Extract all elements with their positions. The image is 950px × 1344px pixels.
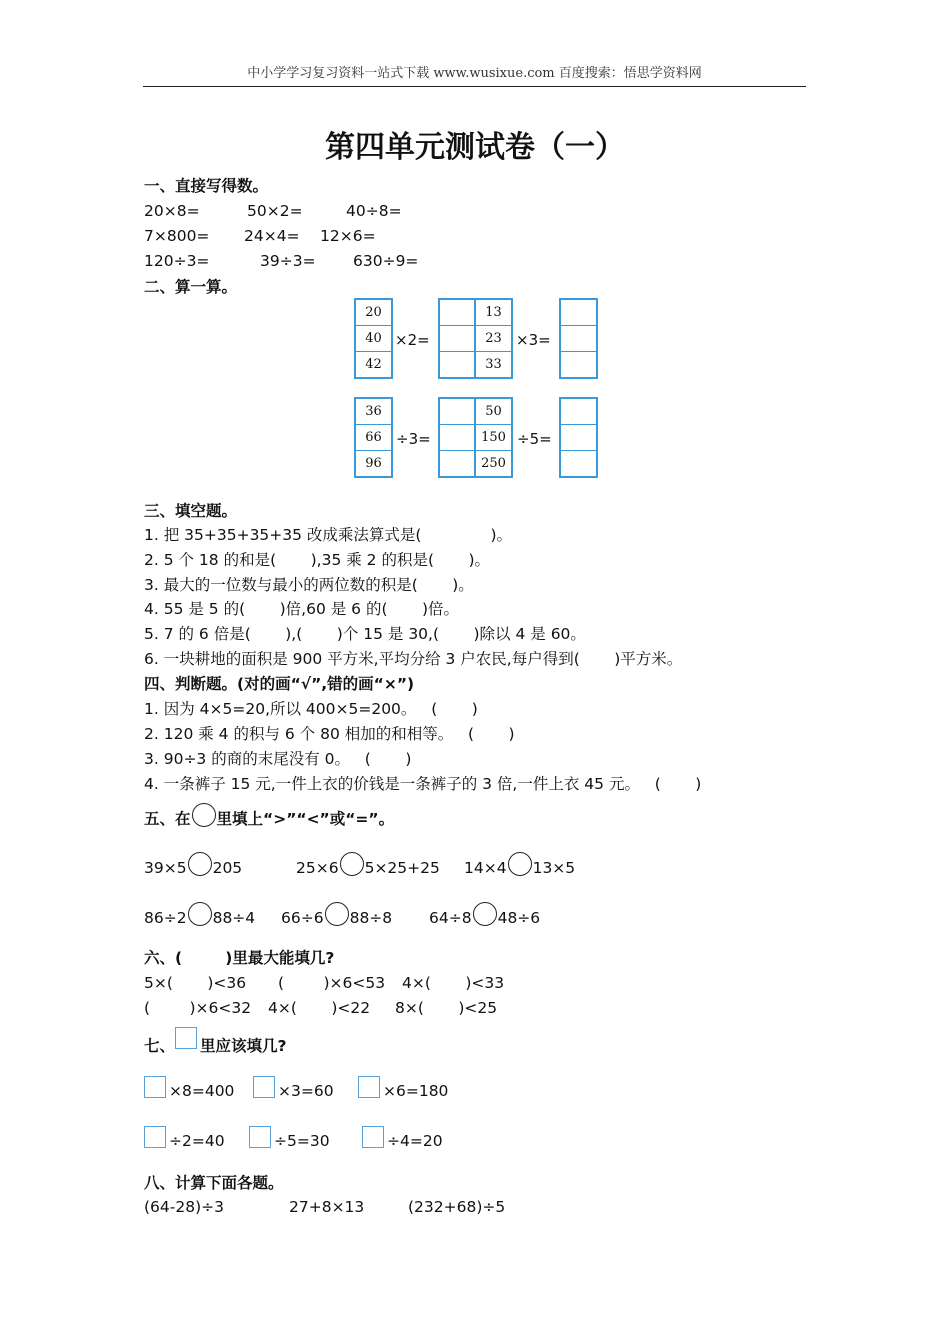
s8-item-3: (232+68)÷5 xyxy=(408,1198,506,1216)
section-1-title: 一、直接写得数。 xyxy=(144,177,269,195)
answer-cell[interactable] xyxy=(440,352,475,377)
answer-circle[interactable] xyxy=(473,902,497,926)
stack-4-cell: 50 xyxy=(476,399,511,425)
s3-item-1: 1. 把 35+35+35+35 改成乘法算式是( )。 xyxy=(144,526,512,544)
stack-3-cell: 36 xyxy=(356,399,391,425)
answer-box[interactable] xyxy=(253,1076,275,1098)
number-stack-4 xyxy=(474,397,513,478)
section-8-title: 八、计算下面各题。 xyxy=(144,1174,284,1192)
fill-item: ×3=60 xyxy=(253,1076,334,1102)
stack-2-cell: 33 xyxy=(485,357,502,372)
s5-title-b: 里填上“>”“<”或“=”。 xyxy=(216,810,395,828)
compare-item: 25×6 5×25+25 xyxy=(296,852,440,879)
s1-r2-c2: 24×4= xyxy=(244,227,300,245)
s1-r1-c2: 50×2= xyxy=(247,202,303,220)
s4-item-3: 3. 90÷3 的商的末尾没有 0。 ( ) xyxy=(144,750,412,768)
answer-circle[interactable] xyxy=(508,852,532,876)
stack-1-cell: 40 xyxy=(356,326,391,352)
answer-cell[interactable] xyxy=(440,399,475,425)
s1-r3-c2: 39÷3= xyxy=(260,252,316,270)
s3-item-6: 6. 一块耕地的面积是 900 平方米,平均分给 3 户农民,每户得到( )平方米。 xyxy=(144,650,683,668)
answer-circle[interactable] xyxy=(188,902,212,926)
s6-r2-c2: 4×( )<22 xyxy=(268,999,371,1017)
fill-item: ×8=400 xyxy=(144,1076,234,1102)
number-stack-1 xyxy=(354,298,393,379)
answer-box[interactable] xyxy=(358,1076,380,1098)
s8-item-2: 27+8×13 xyxy=(289,1198,365,1216)
s6-r1-c1: 5×( )<36 xyxy=(144,974,247,992)
number-stack-2 xyxy=(474,298,513,379)
s6-r2-c1: ( )×6<32 xyxy=(144,999,252,1017)
s3-item-2: 2. 5 个 18 的和是( ),35 乘 2 的积是( )。 xyxy=(144,551,491,569)
section-3-title: 三、填空题。 xyxy=(144,502,238,520)
answer-circle[interactable] xyxy=(325,902,349,926)
s7-title-b: 里应该填几? xyxy=(200,1037,287,1055)
number-stack-3 xyxy=(354,397,393,478)
answer-cell[interactable] xyxy=(561,326,596,352)
s3-item-4: 4. 55 是 5 的( )倍,60 是 6 的( )倍。 xyxy=(144,600,460,618)
page-title: 第四单元测试卷（一） xyxy=(325,130,625,165)
answer-cell[interactable] xyxy=(440,425,475,451)
section-4-title: 四、判断题。(对的画“√”,错的画“×”) xyxy=(144,675,415,693)
s1-r3-c1: 120÷3= xyxy=(144,252,210,270)
fill-item: ÷4=20 xyxy=(362,1126,443,1152)
fill-item: ×6=180 xyxy=(358,1076,448,1102)
answer-circle[interactable] xyxy=(188,852,212,876)
operator-1: ×2= xyxy=(395,331,430,349)
stack-4-cell: 150 xyxy=(476,425,511,451)
operator-3: ÷3= xyxy=(396,430,431,448)
answer-stack-3 xyxy=(438,397,477,478)
fill-item: ÷2=40 xyxy=(144,1126,225,1152)
s3-item-3: 3. 最大的一位数与最小的两位数的积是( )。 xyxy=(144,576,474,594)
s6-r2-c3: 8×( )<25 xyxy=(395,999,498,1017)
square-icon xyxy=(175,1027,197,1049)
section-7-title xyxy=(144,1027,287,1057)
answer-box[interactable] xyxy=(249,1126,271,1148)
answer-cell[interactable] xyxy=(561,451,596,476)
section-2-title: 二、算一算。 xyxy=(144,278,238,296)
answer-stack-1 xyxy=(438,298,477,379)
stack-1-cell: 42 xyxy=(365,357,382,372)
fill-item: ÷5=30 xyxy=(249,1126,330,1152)
compare-item: 64÷8 48÷6 xyxy=(429,902,540,929)
answer-cell[interactable] xyxy=(440,451,475,476)
answer-cell[interactable] xyxy=(440,300,475,326)
s1-r1-c3: 40÷8= xyxy=(346,202,402,220)
stack-2-cell: 23 xyxy=(476,326,511,352)
s1-r2-c1: 7×800= xyxy=(144,227,210,245)
answer-cell[interactable] xyxy=(561,425,596,451)
answer-cell[interactable] xyxy=(440,326,475,352)
stack-2-cell: 13 xyxy=(476,300,511,326)
compare-item: 39×5 205 xyxy=(144,852,242,879)
stack-4-cell: 250 xyxy=(481,456,506,471)
stack-3-cell: 66 xyxy=(356,425,391,451)
answer-circle[interactable] xyxy=(340,852,364,876)
answer-box[interactable] xyxy=(362,1126,384,1148)
answer-stack-4 xyxy=(559,397,598,478)
answer-cell[interactable] xyxy=(561,300,596,326)
stack-1-cell: 20 xyxy=(356,300,391,326)
stack-3-cell: 96 xyxy=(365,456,382,471)
compare-item: 86÷2 88÷4 xyxy=(144,902,255,929)
operator-2: ×3= xyxy=(516,331,551,349)
s5-title-a: 五、在 xyxy=(144,810,191,828)
s7-title-a: 七、 xyxy=(144,1037,176,1055)
answer-cell[interactable] xyxy=(561,352,596,377)
s6-r1-c3: 4×( )<33 xyxy=(402,974,505,992)
s4-item-4: 4. 一条裤子 15 元,一件上衣的价钱是一条裤子的 3 倍,一件上衣 45 元。 ( ) xyxy=(144,775,702,793)
s4-item-2: 2. 120 乘 4 的积与 6 个 80 相加的和相等。 ( ) xyxy=(144,725,515,743)
answer-cell[interactable] xyxy=(561,399,596,425)
s8-item-1: (64-28)÷3 xyxy=(144,1198,224,1216)
operator-4: ÷5= xyxy=(517,430,552,448)
section-5-title xyxy=(144,803,394,830)
circle-icon xyxy=(192,803,216,827)
s3-item-5: 5. 7 的 6 倍是( ),( )个 15 是 30,( )除以 4 是 60。 xyxy=(144,625,586,643)
s1-r3-c3: 630÷9= xyxy=(353,252,419,270)
compare-item: 66÷6 88÷8 xyxy=(281,902,392,929)
page-header: 中小学学习复习资料一站式下载 www.wusixue.com 百度搜索：悟思学资料网 xyxy=(143,64,806,87)
answer-box[interactable] xyxy=(144,1076,166,1098)
s1-r1-c1: 20×8= xyxy=(144,202,200,220)
s1-r2-c3: 12×6= xyxy=(320,227,376,245)
answer-box[interactable] xyxy=(144,1126,166,1148)
s4-item-1: 1. 因为 4×5=20,所以 400×5=200。 ( ) xyxy=(144,700,478,718)
compare-item: 14×4 13×5 xyxy=(464,852,575,879)
s6-r1-c2: ( )×6<53 xyxy=(278,974,386,992)
section-6-title: 六、( )里最大能填几? xyxy=(144,949,335,967)
answer-stack-2 xyxy=(559,298,598,379)
